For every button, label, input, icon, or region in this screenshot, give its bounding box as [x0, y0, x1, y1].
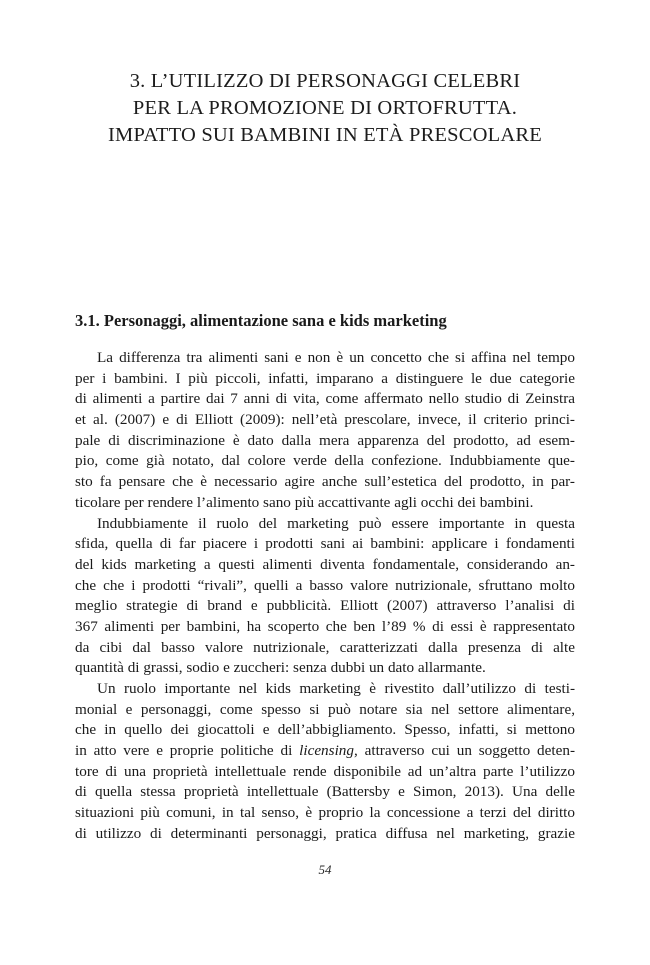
paragraph-1-line: et al. (2007) e di Elliott (2009): nell’età prescolare, invece, il criterio princi-	[75, 411, 575, 429]
section-heading: 3.1. Personaggi, alimentazione sana e kids marketing	[75, 311, 447, 330]
chapter-title-line: 3. L’UTILIZZO DI PERSONAGGI CELEBRI	[129, 70, 521, 92]
chapter-title	[60, 68, 590, 149]
paragraph-3-line: Un ruolo importante nel kids marketing è rivestito dall’utilizzo di testi-	[97, 680, 575, 697]
paragraph-3-text: , attraverso cui un soggetto deten-	[353, 742, 575, 760]
paragraph-3-line: situazioni più comuni, in tal senso, è proprio la concessione a terzi del diritto	[75, 804, 575, 822]
chapter-title-line: PER LA PROMOZIONE DI ORTOFRUTTA.	[132, 97, 518, 119]
paragraph-3-line: che in quello dei giocattoli e dell’abbigliamento. Spesso, infatti, si mettono	[75, 721, 575, 739]
paragraph-2-line: 367 alimenti per bambini, ha scoperto che ben l’89 % di essi è rappresentato	[75, 617, 575, 635]
paragraph-1-line: per i bambini. I più piccoli, infatti, imparano a distinguere le due categorie	[75, 369, 575, 387]
paragraph-2-line: che che i prodotti “rivali”, quelli a basso valore nutrizionale, sfruttano molto	[75, 576, 575, 594]
page-number: 54	[318, 862, 332, 877]
licensing-term: licensing	[299, 742, 354, 760]
paragraph-3-line: tore di una proprietà intellettuale rende disponibile ad un’altra parte l’utilizzo	[75, 762, 575, 780]
paragraph-1-line: La differenza tra alimenti sani e non è un concetto che si affina nel tempo	[97, 349, 575, 366]
paragraph-2-line: del kids marketing a questi alimenti diventa fondamentale, considerando an-	[75, 555, 575, 573]
paragraph-2-line: Indubbiamente il ruolo del marketing può essere importante in questa	[97, 514, 575, 532]
paragraph-1-line: di alimenti a partire dai 7 anni di vita, come affermato nello studio di Zeinstra	[75, 390, 575, 408]
paragraph-3-text: in atto vere e proprie politiche di	[75, 742, 300, 760]
paragraph-3-line: di quella stessa proprietà intellettuale (Battersby e Simon, 2013). Una delle	[75, 783, 575, 801]
chapter-title-line: IMPATTO SUI BAMBINI IN ETÀ PRESCOLARE	[108, 124, 542, 146]
paragraph-1-line: sto fa pensare che è necessario agire anche sull’estetica del prodotto, in par-	[75, 473, 575, 491]
paragraph-1-line: pio, come già notato, dal colore verde della confezione. Indubbiamente que-	[75, 452, 575, 470]
body-text	[75, 348, 575, 845]
paragraph-2-line: meglio strategie di brand e pubblicità. Elliott (2007) attraverso l’analisi di	[75, 597, 575, 615]
paragraph-2-line: quantità di grassi, sodio e zuccheri: senza dubbi un dato allarmante.	[75, 659, 486, 677]
paragraph-2-line: sfida, quella di far piacere i prodotti sani ai bambini: applicare i fondamenti	[75, 535, 575, 553]
paragraph-1-line: pale di discriminazione è dato dalla mera apparenza del prodotto, ad esem-	[75, 431, 575, 449]
paragraph-3-line	[75, 741, 575, 762]
paragraph-2-line: da cibi dal basso valore nutrizionale, caratterizzati dalla presenza di alte	[75, 638, 575, 656]
paragraph-1-line: ticolare per rendere l’alimento sano più accattivante agli occhi dei bambini.	[75, 493, 534, 511]
paragraph-3-line: monial e personaggi, come spesso si può notare sia nel settore alimentare,	[75, 700, 575, 718]
paragraph-3-line: di utilizzo di determinanti personaggi, pratica diffusa nel marketing, grazie	[75, 824, 575, 842]
